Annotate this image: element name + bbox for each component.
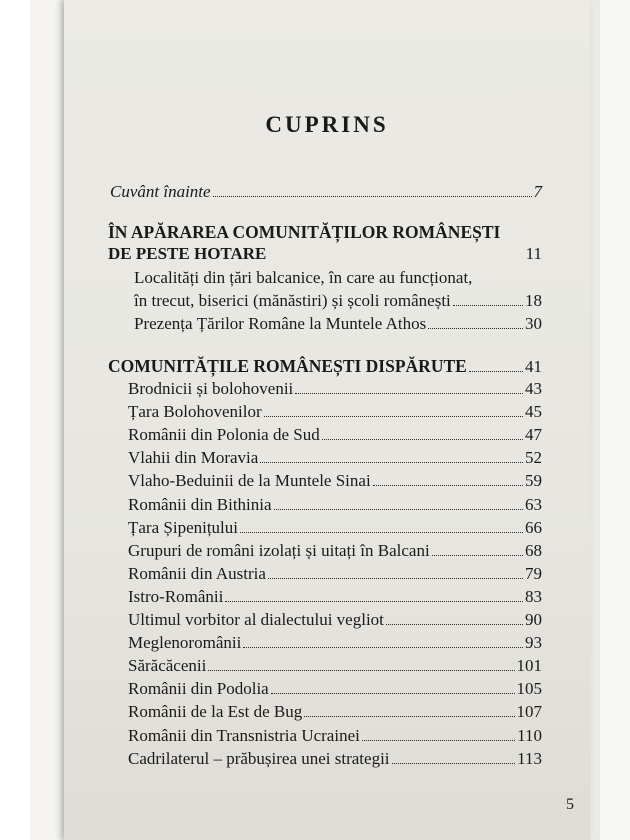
- page-title: CUPRINS: [265, 112, 389, 137]
- toc-entry: [128, 587, 542, 607]
- dot-leader: [225, 600, 523, 602]
- toc-entry-page: 105: [516, 679, 542, 699]
- toc-entry: [128, 679, 542, 699]
- toc-entry-page: 79: [525, 563, 542, 583]
- dot-leader: [271, 692, 515, 694]
- section-heading-1-line2: [108, 244, 542, 264]
- toc-entry-label: Cadrilaterul – prăbușirea unei strategii: [128, 748, 390, 768]
- toc-entry-page: 47: [525, 425, 542, 445]
- toc-entry-page: 110: [517, 725, 542, 745]
- toc-entry-label: Brodnicii și bolohovenii: [128, 379, 294, 398]
- dot-leader: [213, 195, 532, 197]
- toc-entry: [128, 726, 542, 746]
- dot-leader: [386, 623, 523, 625]
- dot-leader: [428, 327, 523, 329]
- toc-entry-page: 63: [525, 494, 542, 514]
- page-number: 5: [566, 796, 574, 813]
- section-heading-label: DE PESTE HOTARE: [108, 244, 267, 263]
- toc-entry-label: Românii de la Est de Bug: [128, 702, 303, 722]
- toc-entry-label: Cuvânt înainte: [110, 182, 211, 201]
- dot-leader: [392, 762, 516, 764]
- dot-leader: [322, 438, 523, 440]
- toc-entry: [134, 314, 542, 334]
- dot-leader: [240, 531, 523, 533]
- dot-leader: [453, 304, 523, 306]
- toc-entry: [128, 564, 542, 584]
- section-heading-page: 41: [525, 357, 542, 376]
- section-heading-1-line1: ÎN APĂRAREA COMUNITĂȚILOR ROMÂNEȘTI: [108, 222, 501, 242]
- toc-entry-page: 45: [525, 402, 542, 422]
- toc-entry-page: 52: [525, 448, 542, 468]
- dot-leader: [432, 554, 523, 556]
- toc-entry-label: Românii din Transnistria Ucrainei: [128, 725, 360, 745]
- toc-entry-label: Țara Bolohovenilor: [128, 402, 262, 422]
- section-heading-2: [108, 356, 542, 377]
- dot-leader: [469, 370, 523, 372]
- toc-entry-page: 59: [525, 471, 542, 491]
- dot-leader: [243, 646, 523, 648]
- toc-entry-label: Românii din Polonia de Sud: [128, 425, 320, 445]
- toc-entry: [128, 749, 542, 769]
- dot-leader: [304, 715, 514, 717]
- toc-entry-label: Istro-Românii: [128, 586, 224, 606]
- toc-entry: [128, 610, 542, 630]
- toc-entry: [128, 495, 542, 515]
- toc-entry: [128, 425, 542, 445]
- toc-entry-page: 43: [525, 379, 542, 398]
- toc-entry-label: Ultimul vorbitor al dialectului vegliot: [128, 610, 384, 629]
- toc-entry-label: Vlahii din Moravia: [128, 448, 259, 468]
- toc-entry: [128, 633, 542, 653]
- toc-entry-page: 113: [517, 748, 542, 768]
- toc-entry: [128, 541, 542, 561]
- dot-leader: [260, 461, 523, 463]
- toc-entry-label: Grupuri de români izolați și uitați în Balcani: [128, 540, 430, 560]
- dot-leader: [274, 508, 523, 510]
- toc-entry-page: 18: [525, 291, 542, 310]
- toc-entry-label: Românii din Bithinia: [128, 494, 272, 514]
- toc-entry-line: Localități din țări balcanice, în care au funcționat,: [134, 268, 473, 287]
- toc-entry-page: 66: [525, 517, 542, 537]
- dot-leader: [208, 669, 514, 671]
- dot-leader: [264, 415, 523, 417]
- toc-entry-page: 68: [525, 540, 542, 560]
- toc-entry-page: 90: [525, 610, 542, 629]
- toc-entry-foreword: [110, 182, 542, 202]
- toc-entry-page: 83: [525, 586, 542, 606]
- toc-entry: [128, 471, 542, 491]
- dot-leader: [268, 577, 523, 579]
- toc-entry: [128, 402, 542, 422]
- toc-entry-label: Țara Șipenițului: [128, 517, 239, 537]
- section-heading-page: 11: [525, 244, 542, 263]
- toc-entry-label: Vlaho-Beduinii de la Muntele Sinai: [128, 471, 371, 491]
- toc-entry-label: Sărăcăcenii: [128, 656, 207, 676]
- dot-leader: [268, 258, 523, 259]
- toc-entry: [128, 518, 542, 538]
- toc-entry-page: 7: [533, 182, 542, 201]
- toc-entry: [128, 656, 542, 676]
- dot-leader: [362, 739, 515, 741]
- toc-entry-label: Românii din Podolia: [128, 679, 269, 699]
- toc-entry-page: 107: [516, 702, 542, 722]
- toc-entry-page: 93: [525, 633, 542, 653]
- toc-entry-page: 30: [525, 314, 542, 333]
- toc-entry: [128, 448, 542, 468]
- section-heading-label: COMUNITĂȚILE ROMÂNEȘTI DISPĂRUTE: [108, 356, 467, 376]
- toc-entry-label: Prezența Țărilor Române la Muntele Athos: [134, 314, 427, 333]
- toc-entry: [128, 379, 542, 399]
- dot-leader: [373, 484, 523, 486]
- toc-entry-label: Meglenoromânii: [128, 633, 242, 653]
- toc-entry: [134, 291, 542, 311]
- toc-entry-label: Românii din Austria: [128, 563, 266, 583]
- toc-entry-page: 101: [516, 656, 542, 676]
- toc-entry: [128, 702, 542, 722]
- dot-leader: [295, 392, 523, 394]
- toc-entry-label: în trecut, biserici (mănăstiri) și școli românești: [134, 291, 451, 310]
